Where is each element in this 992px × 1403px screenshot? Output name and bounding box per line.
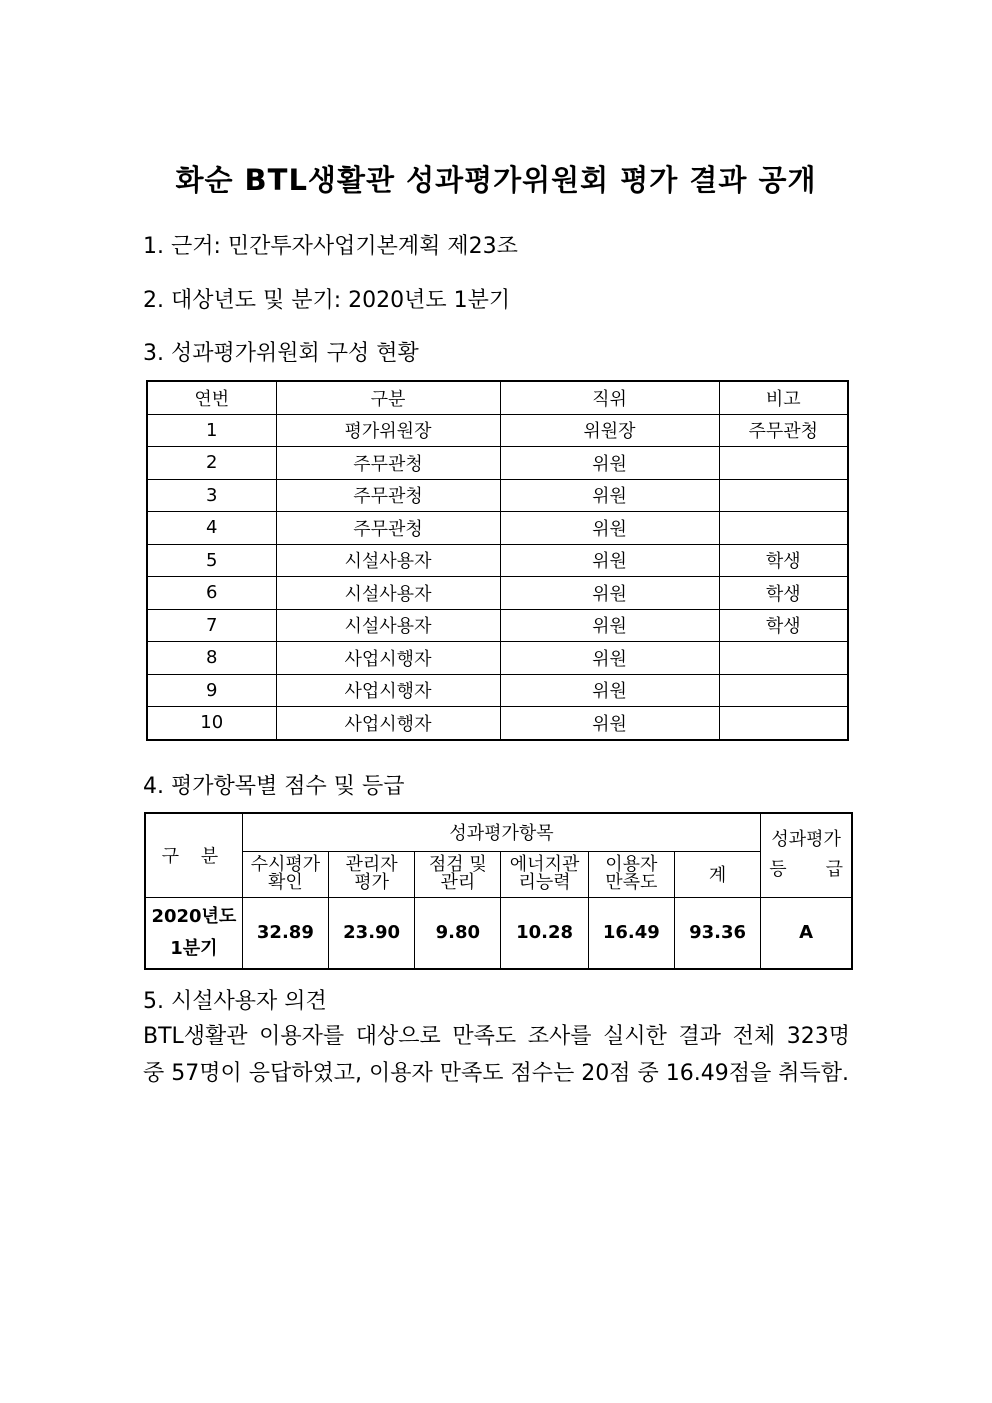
table-cell — [719, 642, 848, 675]
table-header-cell: 구분 — [276, 381, 500, 414]
table-cell: 시설사용자 — [276, 544, 500, 577]
table-cell: 위원 — [500, 577, 719, 610]
section-scores: 4. 평가항목별 점수 및 등급 — [143, 774, 405, 799]
section-opinion: 5. 시설사용자 의견 — [143, 989, 327, 1014]
score-value: 10.28 — [501, 897, 588, 969]
score-item-label: 이용자 — [605, 854, 658, 875]
table-row — [147, 479, 848, 512]
score-value: 16.49 — [588, 897, 674, 969]
grade-header-bottom: 등 급 — [769, 859, 843, 881]
table-cell: 3 — [147, 479, 276, 512]
table-cell: 8 — [147, 642, 276, 675]
table-cell — [719, 707, 848, 740]
score-item-label: 수시평가 — [250, 854, 321, 875]
table-row — [147, 414, 848, 447]
score-item-label: 만족도 — [605, 872, 658, 893]
table-row — [147, 707, 848, 740]
table-cell: 1 — [147, 414, 276, 447]
table-cell: 학생 — [719, 577, 848, 610]
grade-value: A — [761, 897, 852, 969]
table-cell: 위원 — [500, 512, 719, 545]
section-committee: 3. 성과평가위원회 구성 현황 — [143, 341, 419, 366]
gubun-header: 구 분 — [145, 813, 242, 897]
table-cell: 7 — [147, 609, 276, 642]
table-cell: 위원 — [500, 479, 719, 512]
table-row — [147, 609, 848, 642]
table-header-cell: 연번 — [147, 381, 276, 414]
table-cell: 위원 — [500, 544, 719, 577]
score-value: 23.90 — [329, 897, 415, 969]
period-line2: 1분기 — [170, 937, 218, 959]
table-cell: 사업시행자 — [276, 642, 500, 675]
table-cell: 주무관청 — [276, 447, 500, 480]
score-item-label: 관리 — [440, 872, 476, 893]
table-row — [147, 544, 848, 577]
table-cell: 평가위원장 — [276, 414, 500, 447]
table-header-cell: 비고 — [719, 381, 848, 414]
score-item-label: 리능력 — [518, 872, 571, 893]
table-header-cell: 직위 — [500, 381, 719, 414]
table-row — [147, 512, 848, 545]
table-cell: 사업시행자 — [276, 707, 500, 740]
period-line1: 2020년도 — [151, 905, 237, 927]
table-cell: 4 — [147, 512, 276, 545]
score-value: 93.36 — [674, 897, 760, 969]
grade-header-top: 성과평가 — [771, 829, 841, 851]
total-header: 계 — [674, 851, 760, 897]
score-item-header — [242, 851, 328, 897]
table-row — [147, 447, 848, 480]
score-item-header — [329, 851, 415, 897]
table-cell — [719, 512, 848, 545]
table-cell: 위원장 — [500, 414, 719, 447]
table-cell: 2 — [147, 447, 276, 480]
table-row — [147, 577, 848, 610]
table-cell — [719, 479, 848, 512]
table-cell: 위원 — [500, 674, 719, 707]
table-cell: 주무관청 — [276, 512, 500, 545]
score-item-label: 에너지관 — [509, 854, 580, 875]
score-value: 9.80 — [415, 897, 501, 969]
table-cell: 시설사용자 — [276, 577, 500, 610]
table-cell: 9 — [147, 674, 276, 707]
table-cell: 주무관청 — [719, 414, 848, 447]
opinion-line1: BTL생활관 이용자를 대상으로 만족도 조사를 실시한 결과 전체 323명 — [143, 1024, 850, 1049]
table-cell — [719, 447, 848, 480]
opinion-paragraph — [143, 1018, 850, 1092]
table-cell: 위원 — [500, 609, 719, 642]
committee-table — [146, 380, 849, 741]
table-cell: 학생 — [719, 544, 848, 577]
score-table — [144, 812, 853, 970]
table-cell: 시설사용자 — [276, 609, 500, 642]
score-item-label: 점검 및 — [428, 854, 487, 875]
document-title: 화순 BTL생활관 성과평가위원회 평가 결과 공개 — [175, 163, 817, 197]
section-target-period: 2. 대상년도 및 분기: 2020년도 1분기 — [143, 288, 511, 313]
opinion-line2: 중 57명이 응답하였고, 이용자 만족도 점수는 20점 중 16.49점을 취득함. — [143, 1061, 849, 1086]
table-cell: 5 — [147, 544, 276, 577]
score-item-label: 관리자 — [345, 854, 398, 875]
score-item-header — [501, 851, 588, 897]
table-cell: 6 — [147, 577, 276, 610]
score-item-header — [415, 851, 501, 897]
table-cell: 10 — [147, 707, 276, 740]
score-item-header — [588, 851, 674, 897]
score-value: 32.89 — [242, 897, 328, 969]
table-cell: 위원 — [500, 707, 719, 740]
table-cell: 주무관청 — [276, 479, 500, 512]
section-basis: 1. 근거: 민간투자사업기본계획 제23조 — [143, 234, 518, 259]
table-cell: 위원 — [500, 642, 719, 675]
table-row — [147, 642, 848, 675]
score-item-label: 확인 — [267, 872, 303, 893]
period-cell — [145, 897, 242, 969]
table-cell: 위원 — [500, 447, 719, 480]
grade-header — [761, 813, 852, 897]
table-cell: 사업시행자 — [276, 674, 500, 707]
table-cell — [719, 674, 848, 707]
group-header: 성과평가항목 — [242, 813, 760, 851]
table-cell: 학생 — [719, 609, 848, 642]
score-item-label: 평가 — [354, 872, 389, 893]
table-row — [147, 674, 848, 707]
